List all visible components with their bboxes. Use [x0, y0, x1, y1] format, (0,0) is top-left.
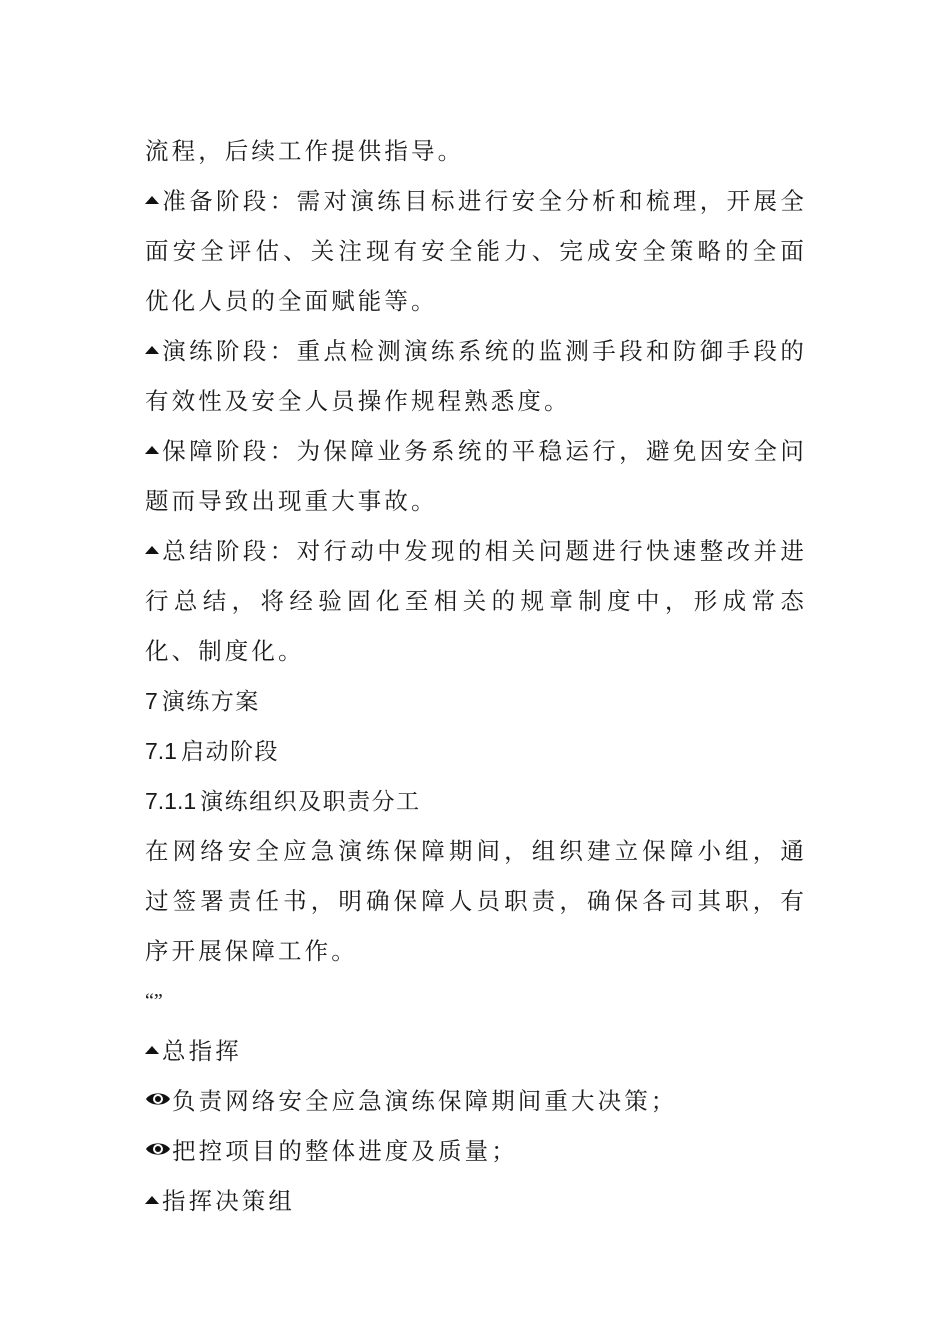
stage-prep-body: 需对演练目标进行安全分析和梳理，开展全面安全评估、关注现有安全能力、完成安全策略的全面优化人员的全面赋能等。 — [145, 187, 808, 315]
section-title: 启动阶段 — [180, 739, 279, 765]
section-heading-7-1-1 — [145, 776, 807, 826]
section-heading-7-1 — [145, 726, 807, 776]
stage-guard-body: 为保障业务系统的平稳运行，避免因安全问题而导致出现重大事故。 — [145, 437, 808, 515]
stage-prep-title: 准备阶段： — [162, 187, 297, 215]
stage-summary-body: 对行动中发现的相关问题进行快速整改并进行总结，将经验固化至相关的规章制度中，形成常态化、制度化。 — [145, 537, 808, 665]
triangle-bullet-icon — [145, 346, 159, 354]
stage-summary-item — [145, 526, 807, 676]
stage-guard-item — [145, 426, 807, 526]
role-commander: 总指挥 — [145, 1026, 807, 1076]
eye-icon — [145, 1075, 171, 1125]
section-title: 演练方案 — [161, 689, 260, 715]
triangle-bullet-icon — [145, 1046, 159, 1054]
triangle-bullet-icon — [145, 196, 159, 204]
stage-drill-body: 重点检测演练系统的监测手段和防御手段的有效性及安全人员操作规程熟悉度。 — [145, 337, 808, 415]
stage-guard-title: 保障阶段： — [162, 437, 297, 465]
duty-item: 负责网络安全应急演练保障期间重大决策； — [145, 1076, 807, 1126]
section-title: 演练组织及职责分工 — [200, 789, 421, 815]
role-decision-group: 指挥决策组 — [145, 1176, 807, 1226]
document-page — [145, 126, 807, 1226]
triangle-bullet-icon — [145, 446, 159, 454]
eye-icon — [145, 1125, 171, 1175]
quote-mark: “” — [145, 990, 163, 1012]
organization-paragraph: 在网络安全应急演练保障期间，组织建立保障小组，通过签署责任书，明确保障人员职责，确保各司其职，有序开展保障工作。 — [145, 837, 807, 965]
triangle-bullet-icon — [145, 1196, 159, 1204]
stage-drill-item — [145, 326, 807, 426]
duty-item: 把控项目的整体进度及质量； — [145, 1126, 807, 1176]
section-number: 7.1 — [145, 738, 177, 764]
section-number: 7 — [145, 688, 158, 714]
stage-prep-item — [145, 176, 807, 326]
stage-summary-title: 总结阶段： — [162, 537, 297, 565]
triangle-bullet-icon — [145, 546, 159, 554]
paragraph-continuation: 流程，后续工作提供指导。 — [145, 137, 465, 165]
section-number: 7.1.1 — [145, 788, 197, 814]
section-heading-7 — [145, 676, 807, 726]
stage-drill-title: 演练阶段： — [162, 337, 297, 365]
